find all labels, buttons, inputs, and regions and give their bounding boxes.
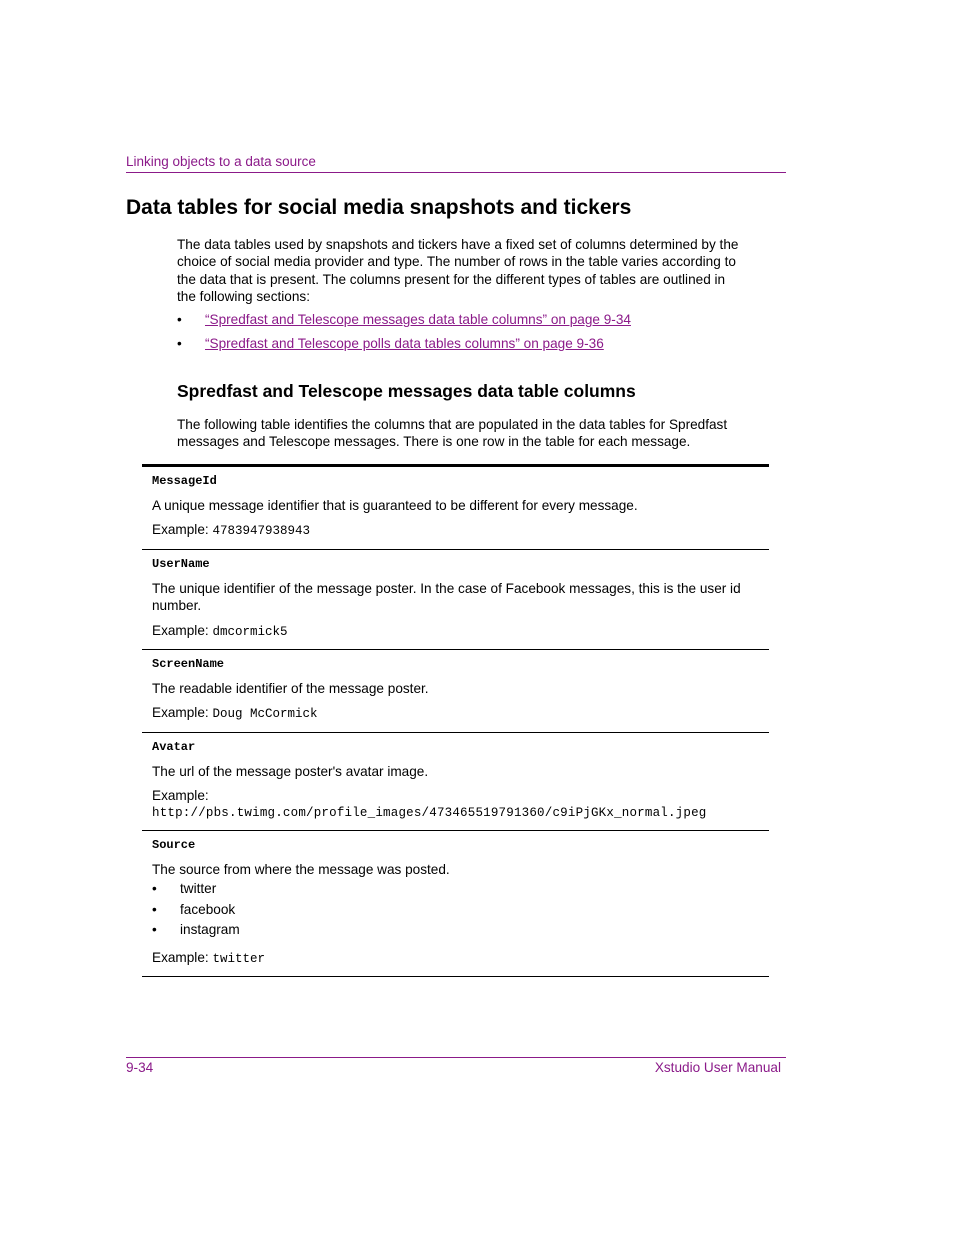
list-item — [152, 921, 759, 942]
subsection-intro: The following table identifies the columns that are populated in the data tables for Spredfast messages and Telescope messages. There is one row in the table for each message. — [177, 417, 728, 450]
section-links — [177, 311, 631, 359]
column-name: ScreenName — [152, 657, 225, 672]
source-option: twitter — [180, 881, 217, 897]
example-value: dmcormick5 — [212, 624, 288, 639]
source-options-list — [152, 880, 759, 942]
column-example — [152, 949, 759, 968]
example-label: Example: — [152, 622, 209, 638]
table-row — [142, 831, 769, 977]
intro-paragraph: The data tables used by snapshots and tickers have a fixed set of columns determined by the choice of social media provider and type. The number of rows in the table varies according to the data that is present. The columns present for the different types of tables are outlined in the following sections: — [177, 237, 739, 305]
column-description: The source from where the message was posted. — [152, 861, 450, 877]
example-label: Example: — [152, 522, 209, 538]
section-subheading: Spredfast and Telescope messages data table columns — [177, 381, 636, 401]
table-row — [142, 650, 769, 733]
example-value: http://pbs.twimg.com/profile_images/473465519791360/c9iPjGKx_normal.jpeg — [152, 805, 707, 820]
column-description: The url of the message poster's avatar image. — [152, 763, 429, 779]
example-label: Example: — [152, 788, 209, 804]
link-messages-columns[interactable]: “Spredfast and Telescope messages data table columns” on page 9-34 — [205, 312, 631, 327]
link-polls-columns[interactable]: “Spredfast and Telescope polls data tables columns” on page 9-36 — [205, 336, 604, 351]
column-description: A unique message identifier that is guaranteed to be different for every message. — [152, 498, 638, 513]
list-item — [177, 335, 631, 359]
columns-table — [142, 464, 769, 977]
running-header: Linking objects to a data source — [126, 154, 316, 169]
source-option: instagram — [180, 922, 240, 938]
column-name: Source — [152, 837, 196, 852]
page-heading: Data tables for social media snapshots and tickers — [126, 196, 632, 219]
column-description: The readable identifier of the message poster. — [152, 681, 429, 697]
bullet: • — [152, 901, 157, 917]
header-rule — [126, 172, 786, 173]
page-number: 9-34 — [126, 1060, 154, 1075]
manual-title: Xstudio User Manual — [654, 1060, 781, 1075]
bullet: • — [152, 922, 157, 938]
column-name: UserName — [152, 556, 210, 571]
column-example — [152, 704, 759, 723]
column-description: The unique identifier of the message poster. In the case of Facebook messages, this is the user id number. — [152, 580, 741, 614]
list-item — [177, 311, 631, 335]
example-value: 4783947938943 — [212, 524, 310, 539]
column-name: MessageId — [152, 474, 217, 488]
example-value: Doug McCormick — [212, 707, 318, 722]
source-option: facebook — [180, 901, 236, 917]
column-name: Avatar — [152, 739, 196, 754]
list-item — [152, 880, 759, 901]
table-row — [142, 467, 769, 550]
example-label: Example: — [152, 949, 209, 965]
column-example — [152, 787, 759, 821]
table-row — [142, 550, 769, 650]
table-row — [142, 733, 769, 831]
column-example — [152, 622, 759, 641]
bullet: • — [177, 312, 182, 327]
list-item — [152, 901, 759, 922]
column-example — [152, 521, 759, 540]
example-value: twitter — [212, 951, 265, 966]
footer-rule — [126, 1057, 786, 1058]
example-label: Example: — [152, 705, 209, 721]
bullet: • — [177, 336, 182, 351]
bullet: • — [152, 881, 157, 897]
